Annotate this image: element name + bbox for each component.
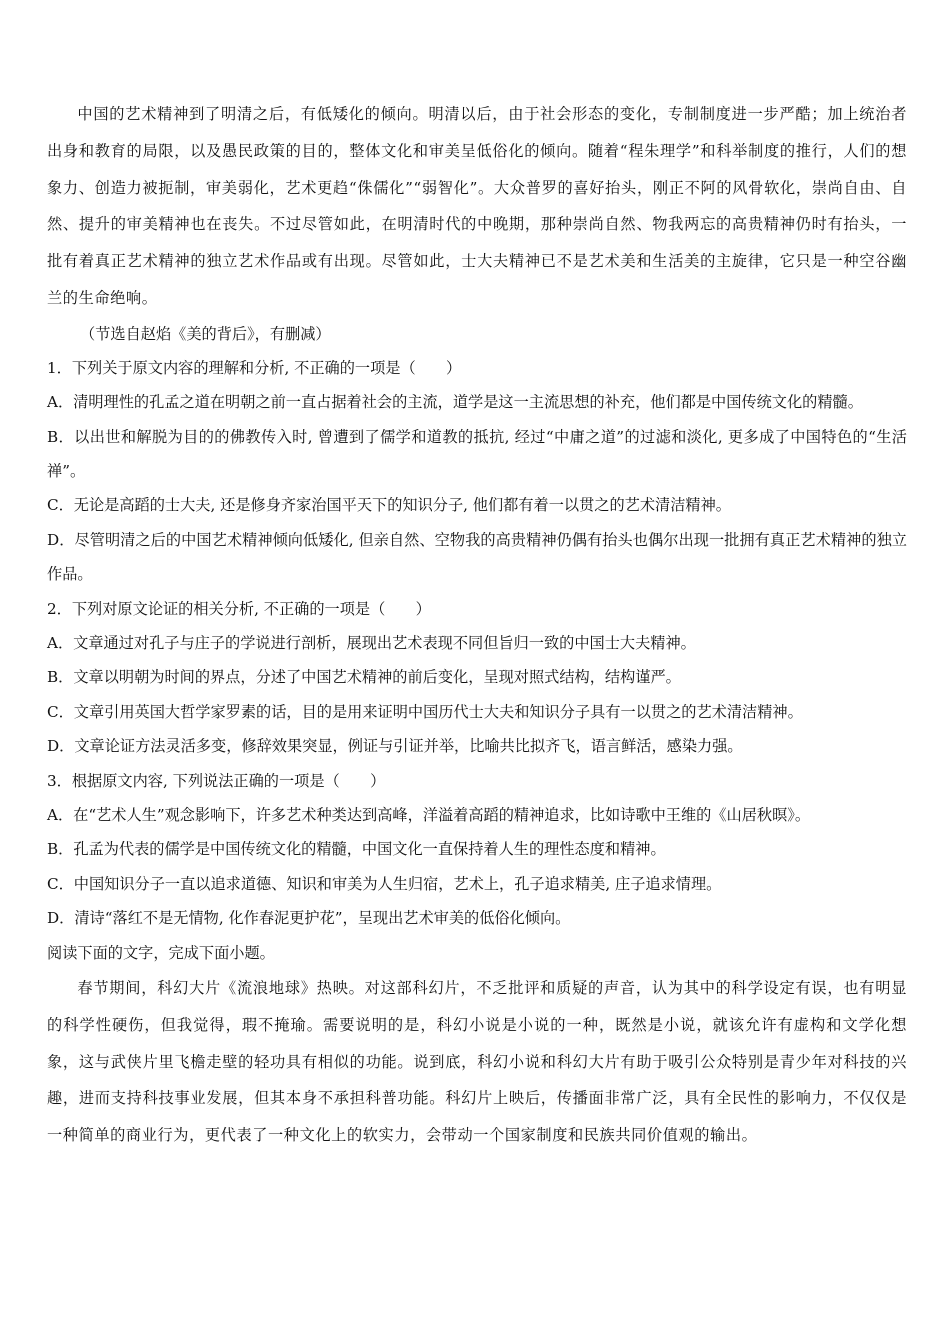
question-2-option-c: C．文章引用英国大哲学家罗素的话，目的是用来证明中国历代士大夫和知识分子具有一以贯之的艺术清洁精神。 <box>47 702 803 721</box>
passage-1-paragraph: 中国的艺术精神到了明清之后，有低矮化的倾向。明清以后，由于社会形态的变化，专制制度进一步严酷；加上统治者出身和教育的局限，以及愚民政策的目的，整体文化和审美呈低俗化的倾向。随着“程朱理学”和科举制度的推行，人们的想象力、创造力被扼制，审美弱化，艺术更趋“侏儒化”“弱智化”。大众普罗的喜好抬头，刚正不阿的风骨软化，崇尚自由、自然、提升的审美精神也在丧失。不过尽管如此，在明清时代的中晚期，那种崇尚自然、物我两忘的高贵精神仍时有抬头，一批有着真正艺术精神的独立艺术作品或有出现。尽管如此，士大夫精神已不是艺术美和生活美的主旋律，它只是一种空谷幽兰的生命绝响。 <box>47 105 907 307</box>
question-3-option-a: A．在“艺术人生”观念影响下，许多艺术种类达到高峰，洋溢着高蹈的精神追求，比如诗歌中王维的《山居秋暝》。 <box>47 806 811 825</box>
question-1-option-c: C．无论是高蹈的士大夫, 还是修身齐家治国平天下的知识分子, 他们都有着一以贯之的艺术清洁精神。 <box>47 496 731 515</box>
reading-instruction: 阅读下面的文字，完成下面小题。 <box>47 943 275 962</box>
question-3-option-b: B．孔孟为代表的儒学是中国传统文化的精髓，中国文化一直保持着人生的理性态度和精神。 <box>47 840 666 859</box>
document-page <box>47 96 907 1154</box>
question-3-option-c: C．中国知识分子一直以追求道德、知识和审美为人生归宿，艺术上，孔子追求精美, 庄子追求情理。 <box>47 874 722 893</box>
question-3-option-d: D．清诗“落红不是无情物, 化作春泥更护花”，呈现出艺术审美的低俗化倾向。 <box>47 909 571 928</box>
question-3 <box>47 764 907 936</box>
question-3-stem: 3．根据原文内容, 下列说法正确的一项是（ ） <box>47 771 386 790</box>
question-1-option-d: D．尽管明清之后的中国艺术精神倾向低矮化, 但亲自然、空物我的高贵精神仍偶有抬头也偶尔出现一批拥有真正艺术精神的独立作品。 <box>47 530 907 584</box>
question-2-option-d: D．文章论证方法灵活多变，修辞效果突显，例证与引证并举，比喻共比拟齐飞，语言鲜活，感染力强。 <box>47 737 743 756</box>
question-2-option-b: B．文章以明朝为时间的界点，分述了中国艺术精神的前后变化，呈现对照式结构，结构谨严。 <box>47 668 681 687</box>
question-2-stem: 2．下列对原文论证的相关分析, 不正确的一项是（ ） <box>47 599 431 618</box>
question-1-option-b: B．以出世和解脱为目的的佛教传入时, 曾遭到了儒学和道教的抵抗, 经过“中庸之道”的过滤和淡化, 更多成了中国特色的“生活禅”。 <box>47 427 907 480</box>
question-1-stem: 1．下列关于原文内容的理解和分析, 不正确的一项是（ ） <box>47 358 462 377</box>
question-1 <box>47 351 907 592</box>
question-2-option-a: A．文章通过对孔子与庄子的学说进行剖析，展现出艺术表现不同但旨归一致的中国士大夫精神。 <box>47 634 696 653</box>
passage-2-paragraph: 春节期间，科幻大片《流浪地球》热映。对这部科幻片，不乏批评和质疑的声音，认为其中的科学设定有误，也有明显的科学性硬伤，但我觉得，瑕不掩瑜。需要说明的是，科幻小说是小说的一种，既然是小说，就该允许有虚构和文学化想象，这与武侠片里飞檐走壁的轻功具有相似的功能。说到底，科幻小说和科幻大片有助于吸引公众特别是青少年对科技的兴趣，进而支持科技事业发展，但其本身不承担科普功能。科幻片上映后，传播面非常广泛，具有全民性的影响力，不仅仅是一种简单的商业行为，更代表了一种文化上的软实力，会带动一个国家制度和民族共同价值观的输出。 <box>47 979 907 1145</box>
question-1-option-a: A．清明理性的孔孟之道在明朝之前一直占据着社会的主流，道学是这一主流思想的补充，他们都是中国传统文化的精髓。 <box>47 393 863 412</box>
passage-1-source: （节选自赵焰《美的背后》，有删减） <box>80 324 331 343</box>
question-2 <box>47 592 907 764</box>
